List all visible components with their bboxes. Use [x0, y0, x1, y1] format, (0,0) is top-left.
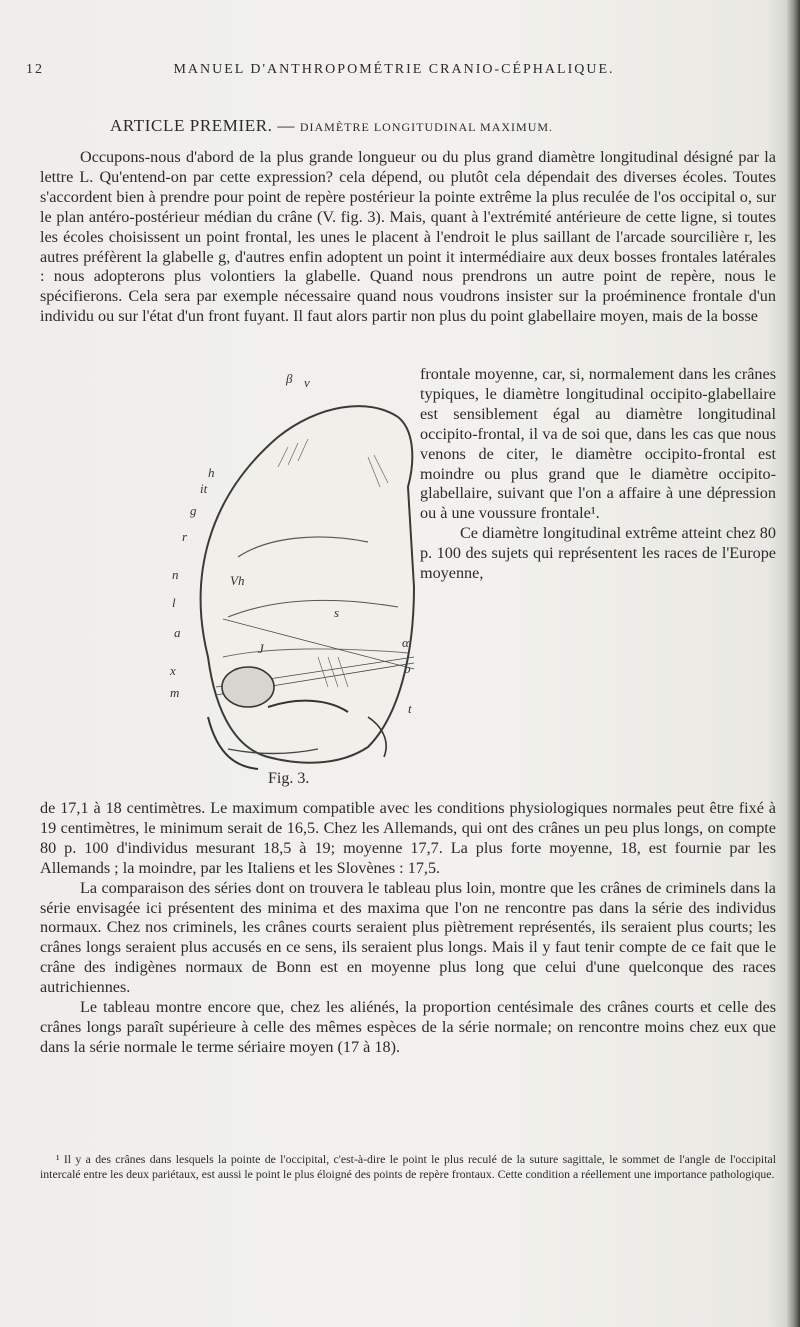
paragraph-2-start: Ce diamètre longitudinal extrême atteint chez 80 p. 100 des sujets qui représentent les races de l'Europe moyenne, [420, 524, 776, 583]
figure-label-v: v [304, 375, 310, 390]
figure-label-m: m [170, 685, 180, 700]
figure-label-r: r [182, 529, 188, 544]
figure-label-beta: β [286, 371, 293, 386]
running-header [26, 62, 726, 88]
footnote-text: ¹ Il y a des crânes dans lesquels la pointe de l'occipital, c'est-à-dire le point le plus reculé de la suture sagittale, le sommet de l'angle de l'occipital intercalé entre les deux pariétaux, est aussi le point le plus éloigné des points de repère frontaux. Cette condition a réellement une importance pathologique. [40, 1152, 776, 1182]
skull-figure [168, 357, 418, 807]
article-heading [110, 116, 730, 136]
page-binding-edge [786, 0, 800, 1327]
figure-label-it: it [200, 481, 208, 496]
paragraph-2-continued: de 17,1 à 18 centimètres. Le maximum compatible avec les conditions physiologiques normales peut être fixé à 19 centimètres, le minimum serait de 16,5. Chez les Allemands, qui ont des crânes un peu plus longs, on compte 80 p. 100 d'individus mesurant 18,5 à 19; moyenne 17,7. La plus forte moyenne, 18, est fournie par les Allemands ; la moindre, par les Italiens et les Slovènes : 17,5. [40, 799, 776, 877]
figure-label-s: s [334, 605, 340, 620]
figure-label-t: t [408, 701, 412, 716]
figure-label-l: l [172, 595, 176, 610]
remaining-text [40, 799, 776, 1058]
paragraph-1-continued: frontale moyenne, car, si, normalement dans les crânes typiques, le diamètre longitudinal occipito-glabellaire est sensiblement égal au diamètre longitudinal occipito-frontal, il va de soi que, dans les cas que nous venons de citer, le diamètre occipito-frontal est moindre ou plus grand que le diamètre occipito-glabellaire, suivant que l'on a affaire à une dépression ou à une voussure frontale¹. [420, 365, 776, 523]
figure-label-a: a [174, 625, 181, 640]
main-paragraph [40, 148, 776, 327]
figure-label-h: h [208, 465, 215, 480]
figure-label-g: g [190, 503, 197, 518]
figure-label-vh: Vh [230, 573, 245, 588]
paragraph-1: Occupons-nous d'abord de la plus grande longueur ou du plus grand diamètre longitudinal désigné par la lettre L. Qu'entend-on par cette expression? cela dépend, ou plutôt cela dépendait des diverses écoles. Toutes s'accordent bien à prendre pour point de repère postérieur la pointe extrême la plus reculée de l'os occipital o, sur le plan antéro-postérieur médian du crâne (V. fig. 3). Mais, quant à l'extrémité antérieure de cette ligne, si toutes les écoles choisissent un point frontal, les unes le placent à l'endroit le plus saillant de l'arcade sourcilière r, les autres préfèrent la glabelle g, d'autres enfin adoptent un point it intermédiaire aux deux bosses frontales latérales : nous adopterons plus volontiers la glabelle. Quand nous prendrons un autre point de repère, nous le spécifierons. Cela sera par exemple nécessaire quand nous voudrons insister sur la proéminence frontale d'un individu ou sur l'état d'un front fuyant. Il faut alors partir non plus du point glabellaire moyen, mais de la bosse [40, 148, 776, 326]
article-subtitle: DIAMÈTRE LONGITUDINAL MAXIMUM. [299, 120, 554, 134]
paragraph-3: La comparaison des séries dont on trouvera le tableau plus loin, montre que les crânes de criminels dans la série envisagée ici présentent des minima et des maxima que l'on ne rencontre pas dans la série des individus normaux. Chez nos criminels, les crânes courts seraient plus piètrement représentés, ils seraient plus courts; les crânes longs seraient plus accusés en ce sens, ils seraient plus longs. Mais il y faut tenir compte de ce fait que le crâne des indigènes normaux de Bonn est en moyenne plus long que celui d'une quelconque des races autrichiennes. [40, 878, 776, 997]
skull-drawing [168, 357, 418, 807]
running-title: MANUEL D'ANTHROPOMÉTRIE CRANIO-CÉPHALIQUE. [173, 62, 615, 77]
figure-label-x: x [170, 663, 176, 678]
paragraph-4: Le tableau montre encore que, chez les aliénés, la proportion centésimale des crânes courts et celle des crânes longs paraît supérieure à celle des mêmes espèces de la série normale; on rencontre moins chez eux que dans la série normale le terme sériaire moyen (17 à 18). [40, 998, 776, 1056]
page-number: 12 [26, 62, 44, 77]
figure-caption: Fig. 3. [268, 770, 310, 787]
article-title: ARTICLE PREMIER. — [110, 116, 295, 135]
side-text [420, 365, 776, 584]
figure-label-j: J [258, 641, 264, 656]
footnote [40, 1152, 776, 1183]
figure-label-n: n [172, 567, 179, 582]
figure-label-alpha: α [402, 635, 409, 650]
figure-label-o: o [404, 661, 411, 676]
